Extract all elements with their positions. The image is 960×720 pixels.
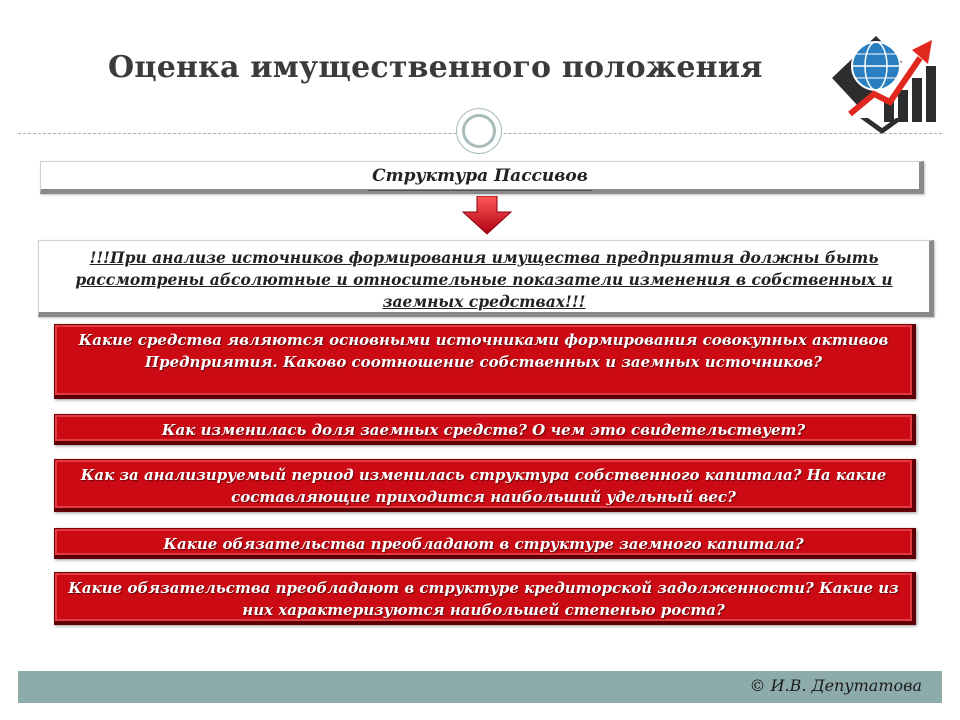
question-box-3: Как за анализируемый период изменилась структура собственного капитала? На какие составляющие приходится наибольший удельный вес? [54, 459, 916, 512]
question-box-2: Как изменилась доля заемных средств? О чем это свидетельствует? [54, 414, 916, 445]
question-box-5: Какие обязательства преобладают в структуре кредиторской задолженности? Какие из них характеризуются наибольшей степенью роста? [54, 572, 916, 625]
analysis-note-box: !!!При анализе источников формирования имущества предприятия должны быть рассмотрены абсолютные и относительные показатели изменения в собственных и заемных средствах!!! [38, 240, 934, 317]
slide-title: Оценка имущественного положения [108, 50, 763, 85]
down-arrow-icon [461, 196, 513, 236]
question-box-1: Какие средства являются основными источниками формирования совокупных активов Предприятия. Каково соотношение собственных и заемных источников? [54, 324, 916, 399]
footer-credit: © И.В. Депутатова [749, 676, 922, 695]
circle-ornament-icon [456, 108, 502, 154]
globe-growth-chart-logo-icon [832, 22, 938, 134]
question-box-4: Какие обязательства преобладают в структуре заемного капитала? [54, 528, 916, 559]
structure-header-box [40, 161, 924, 194]
structure-header-label: Структура Пассивов [368, 162, 592, 191]
